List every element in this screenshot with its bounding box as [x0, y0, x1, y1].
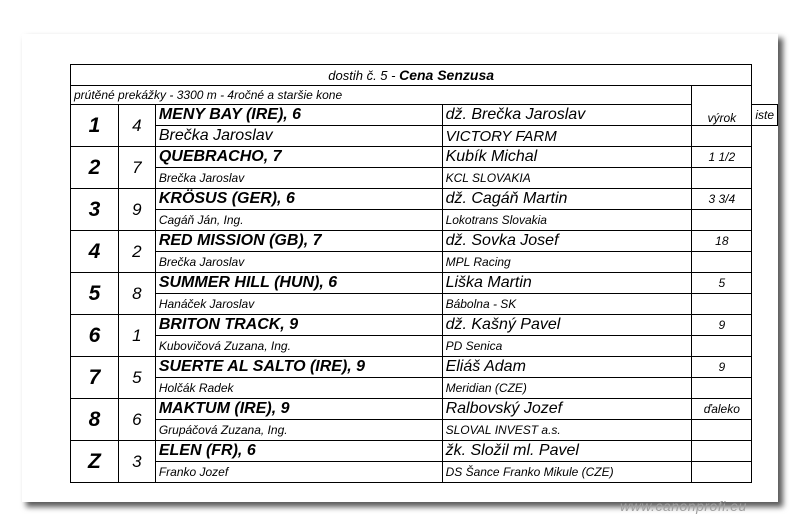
- margin-spacer: [692, 252, 752, 273]
- trainer-name: Brečka Jaroslav: [155, 126, 442, 147]
- horse-name: ELEN (FR), 6: [155, 441, 442, 462]
- margin-spacer: [692, 462, 752, 483]
- race-conditions: prútěné prekážky - 3300 m - 4ročné a staršie kone: [71, 86, 692, 105]
- finish-place: 4: [71, 231, 119, 273]
- saddle-number: 2: [118, 231, 155, 273]
- entry-row-bottom: [71, 462, 778, 483]
- margin-value: 5: [692, 273, 752, 294]
- owner-name: Bábolna - SK: [442, 294, 692, 315]
- entry-row-top: [71, 189, 778, 210]
- finish-place: Z: [71, 441, 119, 483]
- saddle-number: 4: [118, 105, 155, 147]
- margin-column-header: výrok: [692, 86, 752, 126]
- margin-spacer: [692, 336, 752, 357]
- entry-row-bottom: [71, 168, 778, 189]
- entry-row-top: [71, 357, 778, 378]
- race-conditions-row: [71, 86, 778, 105]
- horse-name: MENY BAY (IRE), 6: [155, 105, 442, 126]
- entry-row-top: [71, 441, 778, 462]
- entry-row-bottom: [71, 252, 778, 273]
- entry-row-top: [71, 273, 778, 294]
- saddle-number: 9: [118, 189, 155, 231]
- owner-name: VICTORY FARM: [442, 126, 692, 147]
- trainer-name: Brečka Jaroslav: [155, 252, 442, 273]
- finish-place: 7: [71, 357, 119, 399]
- margin-value: 3 3/4: [692, 189, 752, 210]
- saddle-number: 3: [118, 441, 155, 483]
- margin-spacer: [692, 168, 752, 189]
- owner-name: Lokotrans Slovakia: [442, 210, 692, 231]
- jockey-name: dž. Cagáň Martin: [442, 189, 692, 210]
- entry-row-bottom: [71, 126, 778, 147]
- finish-place: 5: [71, 273, 119, 315]
- jockey-name: žk. Složil ml. Pavel: [442, 441, 692, 462]
- trainer-name: Grupáčová Zuzana, Ing.: [155, 420, 442, 441]
- horse-name: MAKTUM (IRE), 9: [155, 399, 442, 420]
- saddle-number: 8: [118, 273, 155, 315]
- horse-name: RED MISSION (GB), 7: [155, 231, 442, 252]
- trainer-name: Franko Jozef: [155, 462, 442, 483]
- owner-name: SLOVAL INVEST a.s.: [442, 420, 692, 441]
- margin-spacer: [692, 126, 752, 147]
- entry-row-top: [71, 147, 778, 168]
- trainer-name: Holčák Radek: [155, 378, 442, 399]
- horse-name: QUEBRACHO, 7: [155, 147, 442, 168]
- race-title: [71, 65, 752, 86]
- saddle-number: 1: [118, 315, 155, 357]
- owner-name: DS Šance Franko Mikule (CZE): [442, 462, 692, 483]
- jockey-name: dž. Brečka Jaroslav: [442, 105, 692, 126]
- jockey-name: Eliáš Adam: [442, 357, 692, 378]
- margin-value: 18: [692, 231, 752, 252]
- race-results-table: [70, 64, 778, 483]
- horse-name: SUMMER HILL (HUN), 6: [155, 273, 442, 294]
- margin-spacer: [692, 378, 752, 399]
- horse-name: SUERTE AL SALTO (IRE), 9: [155, 357, 442, 378]
- saddle-number: 7: [118, 147, 155, 189]
- race-name: Cena Senzusa: [399, 67, 495, 83]
- entry-row-bottom: [71, 336, 778, 357]
- entry-row-bottom: [71, 210, 778, 231]
- margin-spacer: [692, 294, 752, 315]
- owner-name: Meridian (CZE): [442, 378, 692, 399]
- finish-place: 2: [71, 147, 119, 189]
- entry-row-bottom: [71, 294, 778, 315]
- trainer-name: Hanáček Jaroslav: [155, 294, 442, 315]
- entry-row-bottom: [71, 420, 778, 441]
- finish-place: 8: [71, 399, 119, 441]
- owner-name: KCL SLOVAKIA: [442, 168, 692, 189]
- jockey-name: Kubík Michal: [442, 147, 692, 168]
- trainer-name: Cagáň Ján, Ing.: [155, 210, 442, 231]
- entry-row-top: [71, 399, 778, 420]
- entry-row-top: [71, 105, 778, 126]
- owner-name: MPL Racing: [442, 252, 692, 273]
- finish-place: 6: [71, 315, 119, 357]
- race-title-prefix: dostih č. 5 -: [328, 68, 396, 83]
- saddle-number: 5: [118, 357, 155, 399]
- jockey-name: dž. Sovka Josef: [442, 231, 692, 252]
- jockey-name: Ralbovský Jozef: [442, 399, 692, 420]
- horse-name: BRITON TRACK, 9: [155, 315, 442, 336]
- owner-name: PD Senica: [442, 336, 692, 357]
- margin-value: 1 1/2: [692, 147, 752, 168]
- margin-value: 9: [692, 357, 752, 378]
- margin-value: 9: [692, 315, 752, 336]
- results-sheet: [22, 34, 778, 502]
- margin-value: ďaleko: [692, 399, 752, 420]
- jockey-name: Liška Martin: [442, 273, 692, 294]
- watermark-text: www.canonprofi.eu: [620, 498, 747, 514]
- horse-name: KRÖSUS (GER), 6: [155, 189, 442, 210]
- trainer-name: Kubovičová Zuzana, Ing.: [155, 336, 442, 357]
- margin-spacer: [692, 420, 752, 441]
- margin-value: [692, 441, 752, 462]
- finish-place: 3: [71, 189, 119, 231]
- race-title-row: [71, 65, 778, 86]
- entry-row-bottom: [71, 378, 778, 399]
- entry-row-top: [71, 231, 778, 252]
- trainer-name: Brečka Jaroslav: [155, 168, 442, 189]
- margin-spacer: [692, 210, 752, 231]
- margin-value: iste: [752, 105, 778, 126]
- finish-place: 1: [71, 105, 119, 147]
- jockey-name: dž. Kašný Pavel: [442, 315, 692, 336]
- saddle-number: 6: [118, 399, 155, 441]
- entry-row-top: [71, 315, 778, 336]
